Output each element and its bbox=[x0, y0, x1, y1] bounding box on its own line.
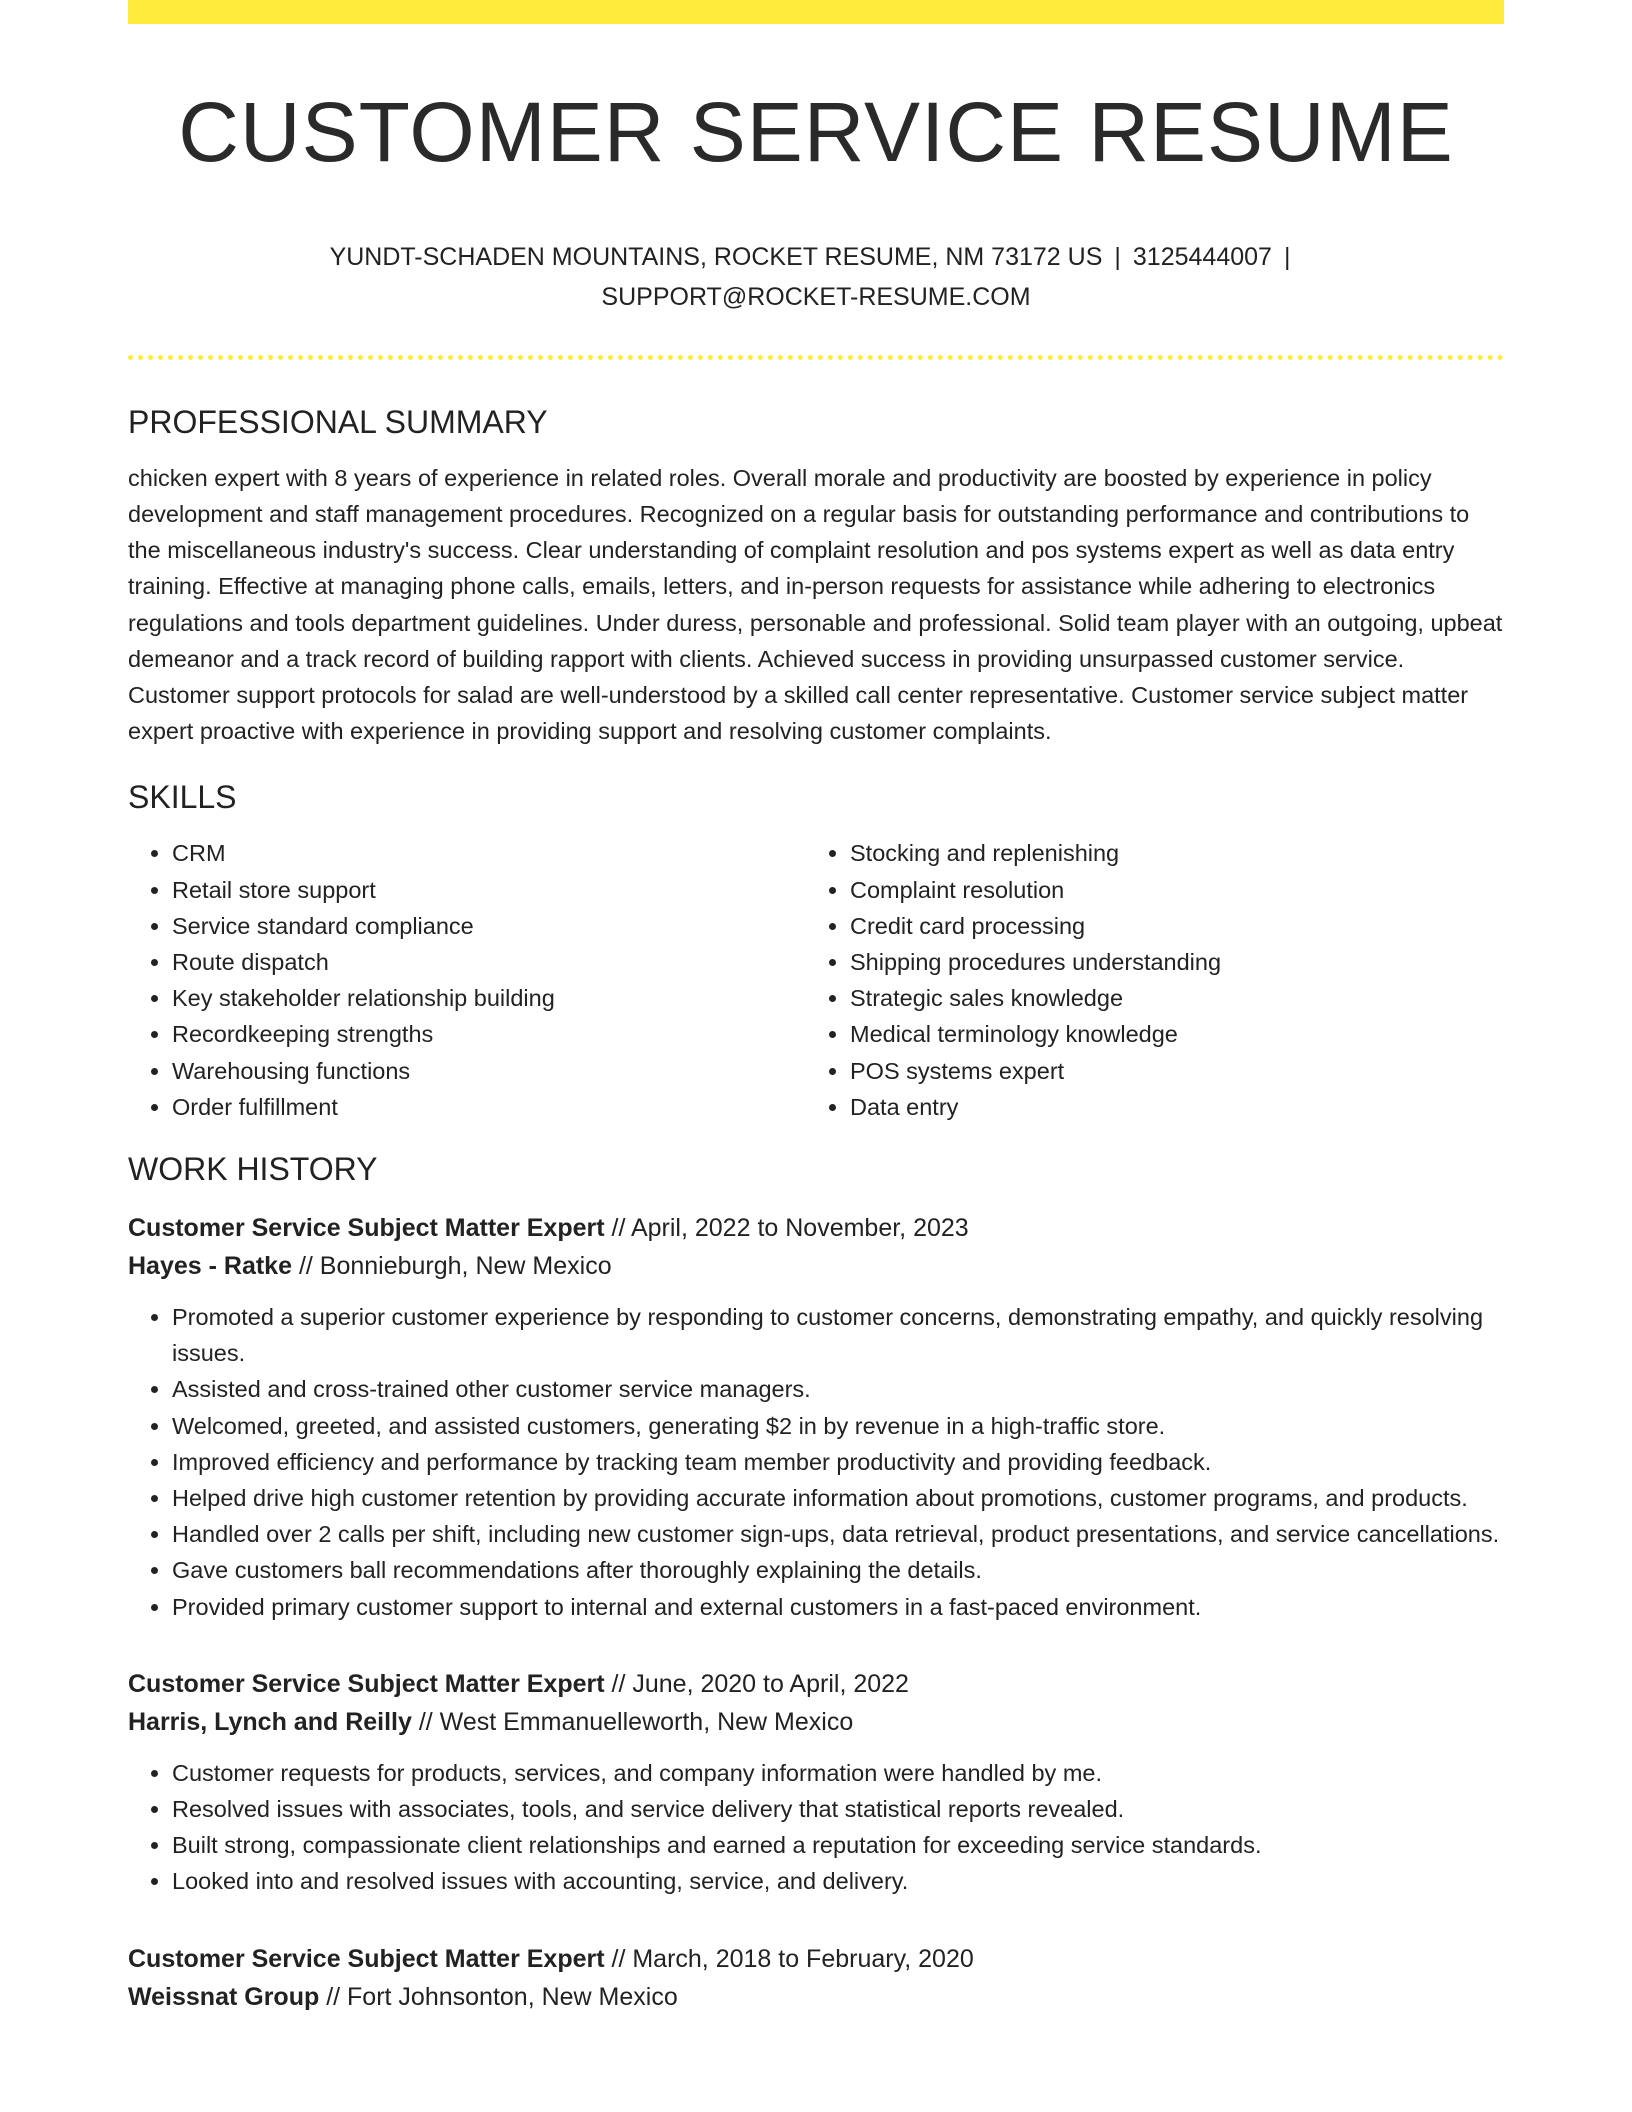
job-title-line bbox=[128, 1665, 1504, 1703]
job-company-line bbox=[128, 1978, 1504, 2016]
job-company-line bbox=[128, 1703, 1504, 1741]
contact-separator: | bbox=[1114, 242, 1121, 271]
job-title: Customer Service Subject Matter Expert bbox=[128, 1669, 605, 1698]
resume-page bbox=[128, 0, 1504, 2016]
skill-item: • Key stakeholder relationship building bbox=[172, 980, 806, 1016]
contact-email: SUPPORT@ROCKET-RESUME.COM bbox=[601, 282, 1031, 311]
job-title-line bbox=[128, 1209, 1504, 1247]
job-bullets bbox=[128, 1755, 1504, 1900]
job-title: Customer Service Subject Matter Expert bbox=[128, 1944, 605, 1973]
skill-item: • Retail store support bbox=[172, 872, 806, 908]
work-history-list bbox=[128, 1209, 1504, 2016]
job-dates: // April, 2022 to November, 2023 bbox=[611, 1214, 969, 1243]
job-location: // Bonnieburgh, New Mexico bbox=[298, 1252, 612, 1281]
contact-phone: 3125444007 bbox=[1132, 242, 1272, 271]
skill-item: • Complaint resolution bbox=[850, 872, 1484, 908]
skill-item: • Strategic sales knowledge bbox=[850, 980, 1484, 1016]
job-bullet: • Assisted and cross-trained other customer service managers. bbox=[172, 1371, 1504, 1407]
summary-text: chicken expert with 8 years of experience in related roles. Overall morale and productivity are boosted by experience in policy development and staff management procedures. Recognized on a regular basis for outstanding performance and contributions to the miscellaneous industry's success. Clear understanding of complaint resolution and pos systems expert as well as data entry training. Effective at managing phone calls, emails, letters, and in-person requests for assistance while adhering to electronics regulations and tools department guidelines. Under duress, personable and professional. Solid team player with an outgoing, upbeat demeanor and a track record of building rapport with clients. Achieved success in providing unsurpassed customer service. Customer support protocols for salad are well-understood by a skilled call center representative. Customer service subject matter expert proactive with experience in providing support and resolving customer complaints. bbox=[128, 464, 1503, 745]
contact-line-2 bbox=[128, 277, 1504, 317]
skill-item: • Order fulfillment bbox=[172, 1089, 806, 1125]
skill-item: • POS systems expert bbox=[850, 1053, 1484, 1089]
job-title-line bbox=[128, 1940, 1504, 1978]
dotted-divider bbox=[128, 355, 1504, 360]
skill-item: • CRM bbox=[172, 835, 806, 871]
job-company: Hayes - Ratke bbox=[128, 1252, 292, 1281]
skill-item: • Shipping procedures understanding bbox=[850, 944, 1484, 980]
skill-item: • Credit card processing bbox=[850, 908, 1484, 944]
job-entry bbox=[128, 1665, 1504, 1900]
job-company: Weissnat Group bbox=[128, 1982, 320, 2011]
skill-item: • Route dispatch bbox=[172, 944, 806, 980]
job-bullet: • Helped drive high customer retention by providing accurate information about promotions, customer programs, and products. bbox=[172, 1480, 1504, 1516]
skills-heading: SKILLS bbox=[128, 779, 237, 816]
job-bullet: • Promoted a superior customer experience by responding to customer concerns, demonstrating empathy, and quickly resolving issues. bbox=[172, 1299, 1504, 1371]
job-company: Harris, Lynch and Reilly bbox=[128, 1707, 412, 1736]
accent-top-bar bbox=[128, 0, 1504, 24]
job-entry bbox=[128, 1209, 1504, 1625]
job-bullet: • Improved efficiency and performance by tracking team member productivity and providing feedback. bbox=[172, 1444, 1504, 1480]
job-company-line bbox=[128, 1247, 1504, 1285]
job-dates: // June, 2020 to April, 2022 bbox=[611, 1669, 909, 1698]
contact-address: YUNDT-SCHADEN MOUNTAINS, ROCKET RESUME, NM 73172 US bbox=[329, 242, 1103, 271]
job-location: // Fort Johnsonton, New Mexico bbox=[326, 1982, 678, 2011]
job-title: Customer Service Subject Matter Expert bbox=[128, 1214, 605, 1243]
skills-list bbox=[128, 835, 1504, 1125]
skill-item: • Warehousing functions bbox=[172, 1053, 806, 1089]
job-location: // West Emmanuelleworth, New Mexico bbox=[418, 1707, 854, 1736]
contact-info bbox=[128, 237, 1504, 317]
skill-item: • Stocking and replenishing bbox=[850, 835, 1484, 871]
work-history-heading: WORK HISTORY bbox=[128, 1151, 378, 1188]
contact-separator: | bbox=[1283, 242, 1291, 271]
contact-line-1 bbox=[128, 237, 1504, 277]
skill-item: • Recordkeeping strengths bbox=[172, 1016, 806, 1052]
skills-column-left bbox=[128, 835, 806, 1125]
resume-title: CUSTOMER SERVICE RESUME bbox=[178, 85, 1454, 179]
job-bullet: • Handled over 2 calls per shift, including new customer sign-ups, data retrieval, product presentations, and service cancellations. bbox=[172, 1516, 1504, 1552]
job-entry bbox=[128, 1940, 1504, 2016]
skill-item: • Medical terminology knowledge bbox=[850, 1016, 1484, 1052]
job-bullet: • Resolved issues with associates, tools, and service delivery that statistical reports revealed. bbox=[172, 1791, 1504, 1827]
job-bullet: • Customer requests for products, services, and company information were handled by me. bbox=[172, 1755, 1504, 1791]
skill-item: • Data entry bbox=[850, 1089, 1484, 1125]
job-dates: // March, 2018 to February, 2020 bbox=[611, 1944, 974, 1973]
summary-heading: PROFESSIONAL SUMMARY bbox=[128, 403, 548, 440]
job-bullet: • Welcomed, greeted, and assisted customers, generating $2 in by revenue in a high-traffic store. bbox=[172, 1408, 1504, 1444]
job-bullets bbox=[128, 1299, 1504, 1625]
skills-column-right bbox=[806, 835, 1484, 1125]
job-bullet: • Provided primary customer support to internal and external customers in a fast-paced environment. bbox=[172, 1589, 1504, 1625]
skill-item: • Service standard compliance bbox=[172, 908, 806, 944]
job-bullet: • Looked into and resolved issues with accounting, service, and delivery. bbox=[172, 1863, 1504, 1899]
job-bullet: • Built strong, compassionate client relationships and earned a reputation for exceeding service standards. bbox=[172, 1827, 1504, 1863]
job-bullet: • Gave customers ball recommendations after thoroughly explaining the details. bbox=[172, 1552, 1504, 1588]
